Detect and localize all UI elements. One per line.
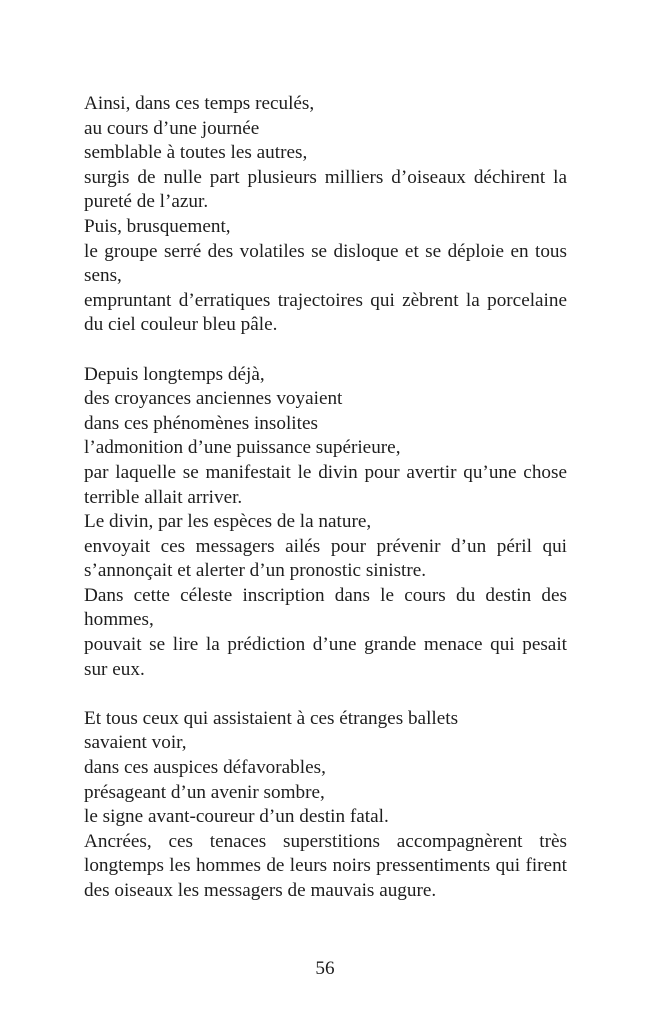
poem-line: semblable à toutes les autres, [84, 142, 308, 164]
stanza-1 [84, 92, 567, 338]
poem-line: présageant d’un avenir sombre, [84, 781, 325, 803]
poem-line: pouvait se lire la prédiction d’une grande menace qui pesait sur eux. [84, 634, 567, 680]
poem-line: des croyances anciennes voyaient [84, 388, 343, 410]
poem-line: Puis, brusquement, [84, 215, 231, 237]
poem-line: dans ces auspices défavorables, [84, 757, 326, 779]
poem-line: l’admonition d’une puissance supérieure, [84, 437, 401, 459]
poem-line: au cours d’une journée [84, 117, 260, 139]
poem-line: empruntant d’erratiques trajectoires qui zèbrent la porcelaine du ciel couleur bleu pâle. [84, 289, 567, 336]
poem-line: Depuis longtemps déjà, [84, 363, 265, 385]
poem-line: le signe avant-coureur d’un destin fatal. [84, 806, 389, 828]
stanza-2 [84, 363, 567, 683]
poem-body [84, 92, 567, 928]
poem-line: Ainsi, dans ces temps reculés, [84, 93, 315, 114]
poem-line: envoyait ces messagers ailés pour prévenir d’un péril qui s’annonçait et alerter d’un pronostic sinistre. [84, 535, 567, 582]
poem-line: le groupe serré des volatiles se disloque et se déploie en tous sens, [84, 240, 567, 287]
stanza-3 [84, 707, 567, 904]
poem-line: Et tous ceux qui assistaient à ces étranges ballets [84, 707, 459, 729]
poem-line: surgis de nulle part plusieurs milliers d’oiseaux déchirent la pureté de l’azur. [84, 166, 567, 213]
poem-line: savaient voir, [84, 732, 187, 754]
poem-line: Le divin, par les espèces de la nature, [84, 511, 372, 533]
poem-line: par laquelle se manifestait le divin pour avertir qu’une chose terrible allait arriver. [84, 461, 567, 508]
poem-line: dans ces phénomènes insolites [84, 412, 318, 434]
poem-line: Ancrées, ces tenaces superstitions accompagnèrent très longtemps les hommes de leurs noirs pressentiments qui firent des oiseaux les messagers de mauvais augure. [84, 830, 567, 901]
poem-line: Dans cette céleste inscription dans le cours du destin des hommes, [84, 584, 567, 631]
page-number: 56 [315, 958, 335, 979]
